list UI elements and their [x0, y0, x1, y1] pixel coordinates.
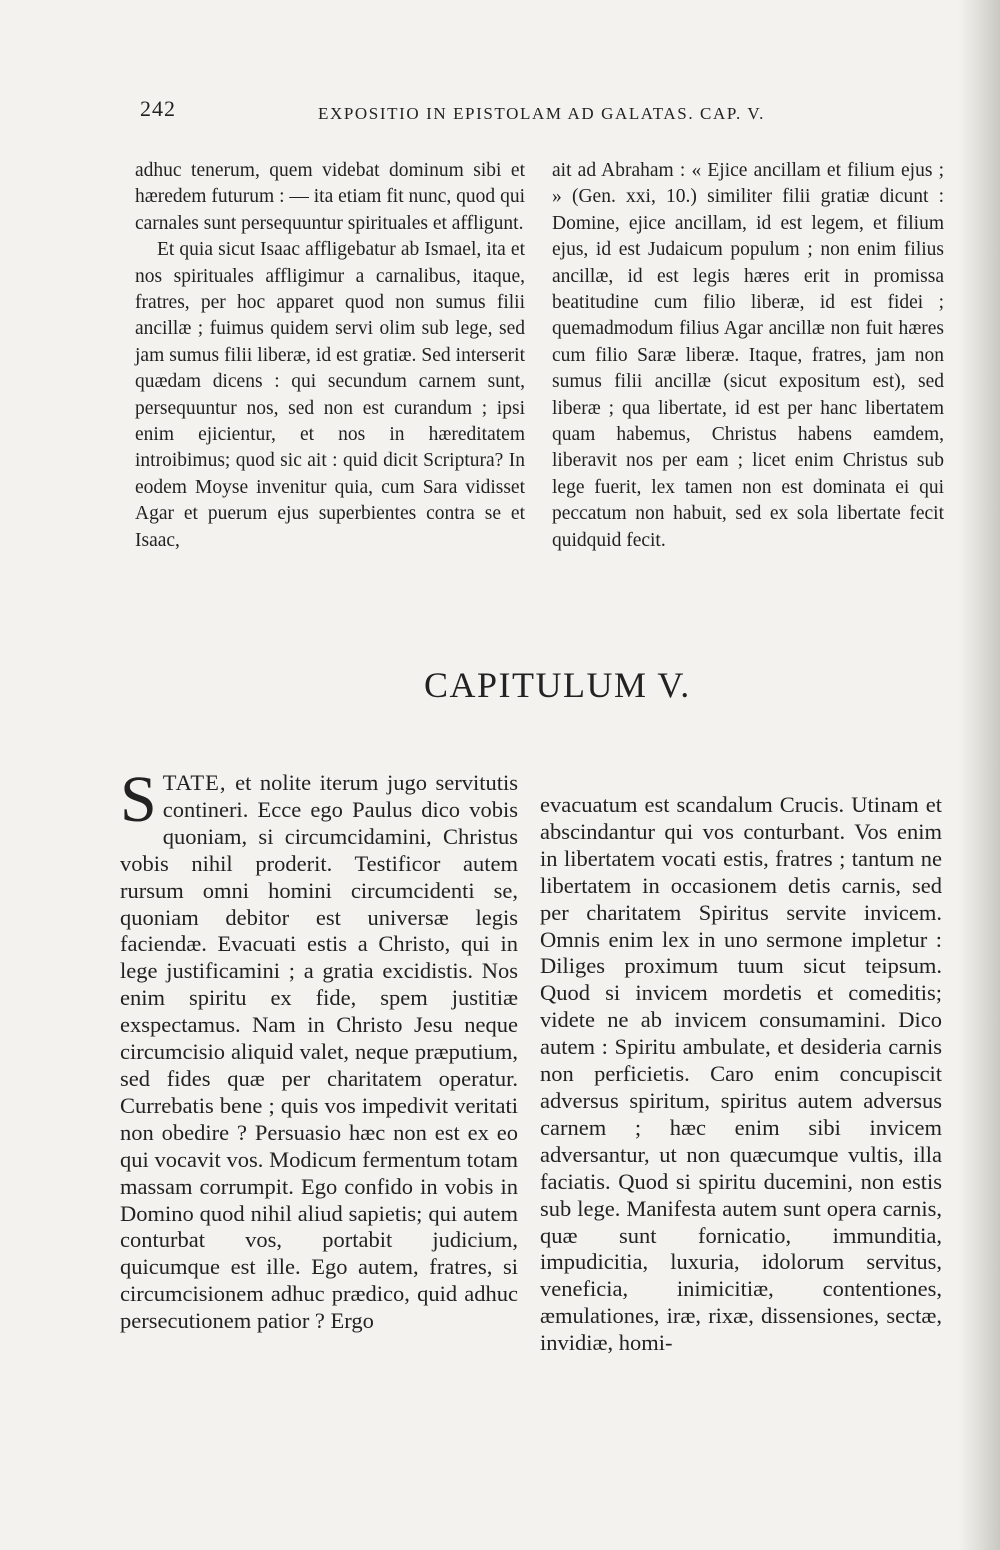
- page-number: 242: [140, 96, 176, 121]
- drop-cap: S: [120, 763, 157, 836]
- opening-word: TATE,: [162, 770, 227, 795]
- commentary-paragraph: Et quia sicut Isaac affligebatur ab Ismael, ita et nos spirituales affligimur a carnalibus, itaque, fratres, per hoc apparet quod non sumus filii ancillæ ; fuimus quidem servi olim sub lege, sed jam sumus filii liberæ, id est gratiæ. Sed interserit quædam dicens : qui secundum carnem sunt, persequuntur nos, sed non est curandum ; ipsi enim ejicientur, et nos in hæreditatem introibimus; quod sic ait : quid dicit Scriptura? In eodem Moyse invenitur quia, cum Sara vidisset Agar et puerum ejus superbientes contra se et Isaac,: [135, 239, 525, 551]
- chapter-title: CAPITULUM V.: [424, 665, 691, 705]
- commentary-paragraph: ait ad Abraham : « Ejice ancillam et filium ejus ; » (Gen. xxi, 10.) similiter filii gratiæ dicunt : Domine, ejice ancillam, id est legem, et filium ejus, id est Judaicum populum ; non enim filius ancillæ, id est legis hæres erit in promissa beatitudine cum filio liberæ, id est fidei ; quemadmodum filius Agar ancillæ non fuit hæres cum filio Saræ liberæ. Itaque, fratres, jam non sumus filii ancillæ (sicut expositum est), sed liberæ ; qua libertate, id est per hanc libertatem quam habemus, Christus habens eamdem, liberavit nos per eam ; licet enim Christus sub lege fuerit, lex tamen non est dominata ei qui peccatum non habuit, sed ex sola libertate fecit quidquid fecit.: [552, 160, 944, 551]
- chapter-text-right-column: [540, 792, 942, 1357]
- commentary-right-column: [552, 158, 944, 554]
- commentary-left-column: [135, 158, 525, 554]
- commentary-paragraph: adhuc tenerum, quem videbat dominum sibi et hæredem futurum : — ita etiam fit nunc, quod qui carnales sunt persequuntur spirituales et affligunt.: [135, 160, 525, 234]
- chapter-text-left-column: [120, 763, 518, 1335]
- chapter-text: evacuatum est scandalum Crucis. Utinam et abscindantur qui vos conturbant. Vos enim in libertatem vocati estis, fratres ; tantum ne libertatem in occasionem detis carnis, sed per charitatem Spiritus servite invicem. Omnis enim lex in uno sermone impletur : Diliges proximum tuum sicut teipsum. Quod si invicem mordetis et comeditis; videte ne ab invicem consumamini. Dico autem : Spiritu ambulate, et desideria carnis non perficietis. Caro enim concupiscit adversus spiritum, spiritus autem adversus carnem ; hæc enim sibi invicem adversantur, ut non quæcumque vultis, illa faciatis. Quod si spiritu ducemini, non estis sub lege. Manifesta autem sunt opera carnis, quæ sunt fornicatio, immunditia, impudicitia, luxuria, idolorum servitus, veneficia, inimicitiæ, contentiones, æmulationes, iræ, rixæ, dissensiones, sectæ, invidiæ, homi-: [540, 792, 942, 1356]
- chapter-paragraph: [120, 763, 518, 1335]
- page-edge-shadow: [958, 0, 1000, 1550]
- running-title: EXPOSITIO IN EPISTOLAM AD GALATAS. CAP. V.: [318, 104, 765, 123]
- chapter-text: et nolite iterum jugo servitutis contineri. Ecce ego Paulus dico vobis quoniam, si circumcidamini, Christus vobis nihil proderit. Testificor autem rursum omni homini circumcidenti se, quoniam debitor est universæ legis faciendæ. Evacuati estis a Christo, qui in lege justificamini ; a gratia excidistis. Nos enim spiritu ex fide, spem justitiæ exspectamus. Nam in Christo Jesu neque circumcisio aliquid valet, neque præputium, sed fides quæ per charitatem operatur. Currebatis bene ; quis vos impedivit veritati non obedire ? Persuasio hæc non est ex eo qui vocavit vos. Modicum fermentum totam massam corrumpit. Ego confido in vobis in Domino quod nihil aliud sapietis; qui autem conturbat vos, portabit judicium, quicumque est ille. Ego autem, fratres, si circumcisionem adhuc prædico, quid adhuc persecutionem patior ? Ergo: [120, 770, 518, 1334]
